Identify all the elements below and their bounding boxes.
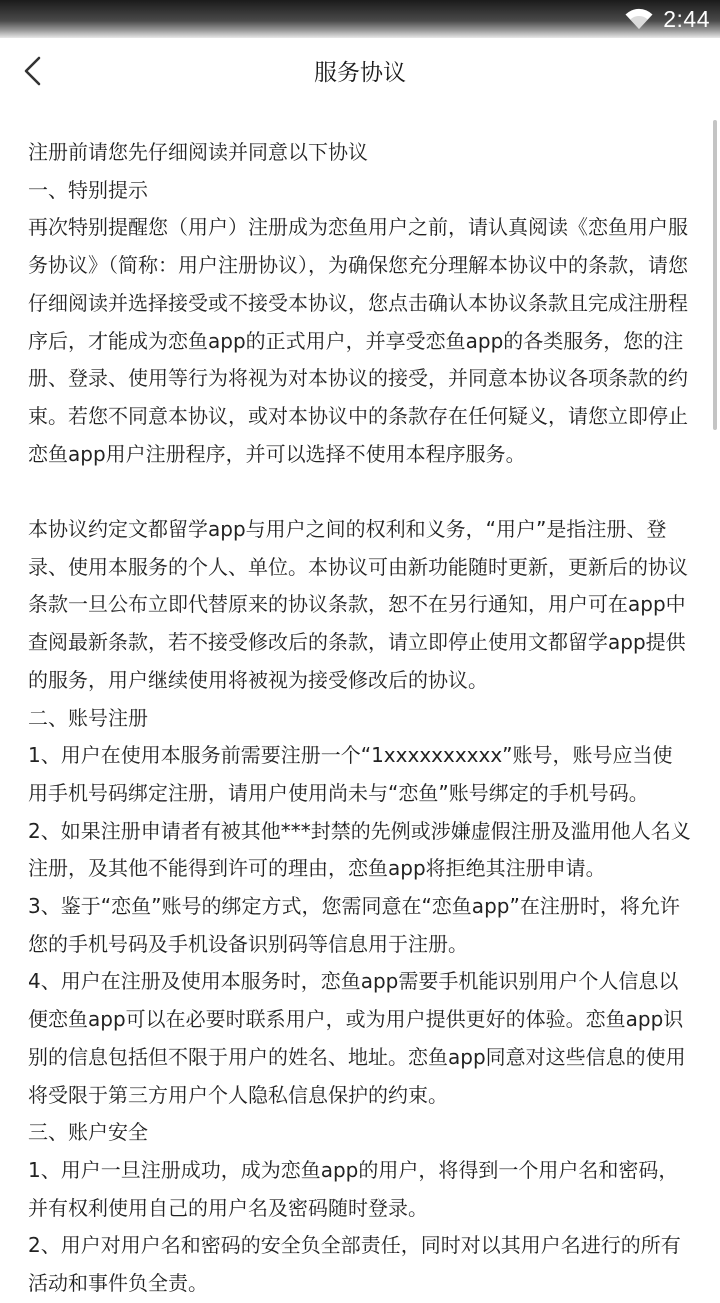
special-notice-paragraph: 再次特别提醒您（用户）注册成为恋鱼用户之前，请认真阅读《恋鱼用户服务协议》（简称：用户注册协议），为确保您充分理解本协议中的条款，请您仔细阅读并选择接受或不接受本协议，您点击确认本协议条款且完成注册程序后，才能成为恋鱼app的正式用户，并享受恋鱼app的各类服务，您的注册、登录、使用等行为将视为对本协议的接受，并同意本协议各项条款的约束。若您不同意本协议，或对本协议中的条款存在任何疑义，请您立即停止恋鱼app用户注册程序，并可以选择不使用本程序服务。 [28,215,688,466]
scrollbar[interactable] [713,120,717,430]
status-indicators [625,4,710,34]
section-heading-special-notice: 一、特别提示 [28,177,148,202]
page-title: 服务协议 [314,60,406,86]
status-bar [0,0,720,38]
registration-clause-2: 2、如果注册申请者有被其他***封禁的先例或涉嫌虚假注册及滥用他人名义注册，及其他不能得到许可的理由，恋鱼app将拒绝其注册申请。 [28,818,691,881]
intro-text: 注册前请您先仔细阅读并同意以下协议 [28,140,368,164]
registration-clause-4: 4、用户在注册及使用本服务时，恋鱼app需要手机能识别用户个人信息以便恋鱼app可以在必要时联系用户，或为用户提供更好的体验。恋鱼app识别的信息包括但不限于用户的姓名、地址。恋鱼app同意对这些信息的使用将受限于第三方用户个人隐私信息保护的约束。 [28,969,686,1107]
registration-clause-3: 3、鉴于“恋鱼”账号的绑定方式，您需同意在“恋鱼app”在注册时，将允许您的手机号码及手机设备识别码等信息用于注册。 [28,894,680,956]
security-clause-2: 2、用户对用户名和密码的安全负全部责任，同时对以其用户名进行的所有活动和事件负全责。 [28,1233,681,1296]
wifi-icon [625,8,653,30]
section-heading-account-security: 三、账户安全 [28,1120,148,1145]
agreement-scope-paragraph: 本协议约定文都留学app与用户之间的权利和义务，“用户”是指注册、登录、使用本服务的个人、单位。本协议可由新功能随时更新，更新后的协议条款一旦公布立即代替原来的协议条款，恕不在另行通知，用户可在app中查阅最新条款，若不接受修改后的条款，请立即停止使用文都留学app提供的服务，用户继续使用将被视为接受修改后的协议。 [28,517,688,692]
paragraph-spacer [28,473,692,511]
security-clause-1: 1、用户一旦注册成功，成为恋鱼app的用户，将得到一个用户名和密码，并有权利使用自己的用户名及密码随时登录。 [28,1157,679,1220]
agreement-content[interactable] [28,134,692,1296]
status-time: 2:44 [663,5,710,32]
section-heading-account-registration: 二、账号注册 [28,705,148,730]
title-bar [0,38,720,104]
registration-clause-1: 1、用户在使用本服务前需要注册一个“1xxxxxxxxxx”账号，账号应当使用手机号码绑定注册，请用户使用尚未与“恋鱼”账号绑定的手机号码。 [28,743,673,805]
